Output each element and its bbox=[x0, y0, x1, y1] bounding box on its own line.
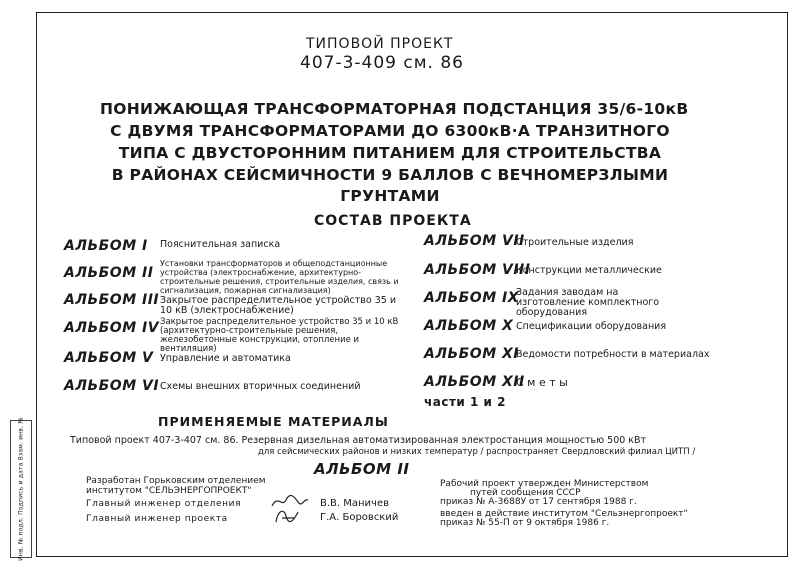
materials-heading: ПРИМЕНЯЕМЫЕ МАТЕРИАЛЫ bbox=[158, 414, 389, 429]
side-stamp bbox=[10, 417, 32, 561]
approval-line-3: приказ № А-3688У от 17 сентября 1988 г. bbox=[440, 497, 637, 507]
album-description: Закрытое распределительное устройство 35 и 10 кВ (архитектурно-строительные решения, железобетонные конструкции, отопление и вентиляция) bbox=[160, 317, 399, 354]
developer-line-1: Разработан Горьковским отделением bbox=[86, 476, 266, 486]
album-description: Спецификации оборудования bbox=[516, 321, 667, 332]
album-description: С м е т ы bbox=[516, 376, 568, 389]
signature-role: Главный инженер проекта bbox=[86, 514, 228, 524]
signature-name: В.В. Маничев bbox=[320, 498, 390, 509]
album-label: АЛЬБОМ IV bbox=[64, 320, 160, 336]
signature-role: Главный инженер отделения bbox=[86, 499, 242, 509]
album-label: АЛЬБОМ V bbox=[64, 350, 154, 366]
album-description: Строительные изделия bbox=[516, 237, 634, 248]
approval-line-2: путей сообщения СССР bbox=[470, 488, 581, 498]
album-label: АЛЬБОМ X bbox=[424, 318, 514, 334]
album-description: Управление и автоматика bbox=[160, 353, 291, 364]
album-label: АЛЬБОМ VIII bbox=[424, 262, 531, 278]
album-description: Установки трансформаторов и общеподстанционные устройства (электроснабжение, архитектурно-строительные решения, строительные изделия, связь и сигнализация, пожарная сигнализация) bbox=[160, 259, 399, 295]
album-description: Схемы внешних вторичных соединений bbox=[160, 381, 361, 392]
album-label: АЛЬБОМ VI bbox=[64, 378, 160, 394]
signature-name: Г.А. Боровский bbox=[320, 512, 399, 523]
album-label: АЛЬБОМ XI bbox=[424, 346, 520, 362]
materials-line-2: для сейсмических районов и низких температур / распространяет Свердловский филиал ЦИТП / bbox=[258, 447, 696, 457]
album-description: Пояснительная записка bbox=[160, 239, 281, 250]
album-description: Задания заводам на изготовление комплектного оборудования bbox=[516, 287, 660, 318]
title-line-1: ПОНИЖАЮЩАЯ ТРАНСФОРМАТОРНАЯ ПОДСТАНЦИЯ 35/6-10кВ bbox=[100, 100, 689, 118]
album-description: Закрытое распределительное устройство 35 и 10 кВ (электроснабжение) bbox=[160, 295, 397, 316]
album-label: АЛЬБОМ I bbox=[64, 238, 148, 254]
title-line-2: С ДВУМЯ ТРАНСФОРМАТОРАМИ ДО 6300кВ·А ТРАНЗИТНОГО bbox=[110, 122, 670, 140]
title-line-5: ГРУНТАМИ bbox=[340, 187, 440, 205]
album-label: АЛЬБОМ IX bbox=[424, 290, 520, 306]
side-stamp-text: Инв. № подл. Подпись и дата Взам. инв. № bbox=[17, 417, 25, 561]
project-type: ТИПОВОЙ ПРОЕКТ bbox=[306, 36, 454, 52]
album-label: АЛЬБОМ VII bbox=[424, 233, 525, 249]
developer-line-2: институтом "СЕЛЬЭНЕРГОПРОЕКТ" bbox=[86, 486, 252, 496]
album-label: АЛЬБОМ II bbox=[64, 265, 154, 281]
current-album: АЛЬБОМ II bbox=[314, 460, 410, 478]
enacted-line-2: приказ № 55-П от 9 октября 1986 г. bbox=[440, 518, 610, 528]
signature-mark bbox=[272, 504, 302, 528]
album-label: АЛЬБОМ III bbox=[64, 292, 160, 308]
album-description: Конструкции металлические bbox=[516, 265, 662, 276]
project-number: 407-3-409 см. 86 bbox=[300, 53, 464, 73]
approval-line-1: Рабочий проект утвержден Министерством bbox=[440, 479, 649, 489]
album-label: АЛЬБОМ XII bbox=[424, 374, 525, 390]
title-line-3: ТИПА С ДВУСТОРОННИМ ПИТАНИЕМ ДЛЯ СТРОИТЕЛЬСТВА bbox=[118, 144, 662, 162]
composition-heading: СОСТАВ ПРОЕКТА bbox=[314, 213, 472, 229]
title-line-4: В РАЙОНАХ СЕЙСМИЧНОСТИ 9 БАЛЛОВ С ВЕЧНОМЕРЗЛЫМИ bbox=[111, 166, 669, 184]
parts-note: части 1 и 2 bbox=[424, 395, 506, 409]
album-description: Ведомости потребности в материалах bbox=[516, 349, 710, 360]
materials-line-1: Типовой проект 407-3-407 см. 86. Резервная дизельная автоматизированная электростанция мощностью 500 кВт bbox=[70, 435, 647, 446]
enacted-line-1: введен в действие институтом "Сельэнергопроект" bbox=[440, 509, 688, 519]
